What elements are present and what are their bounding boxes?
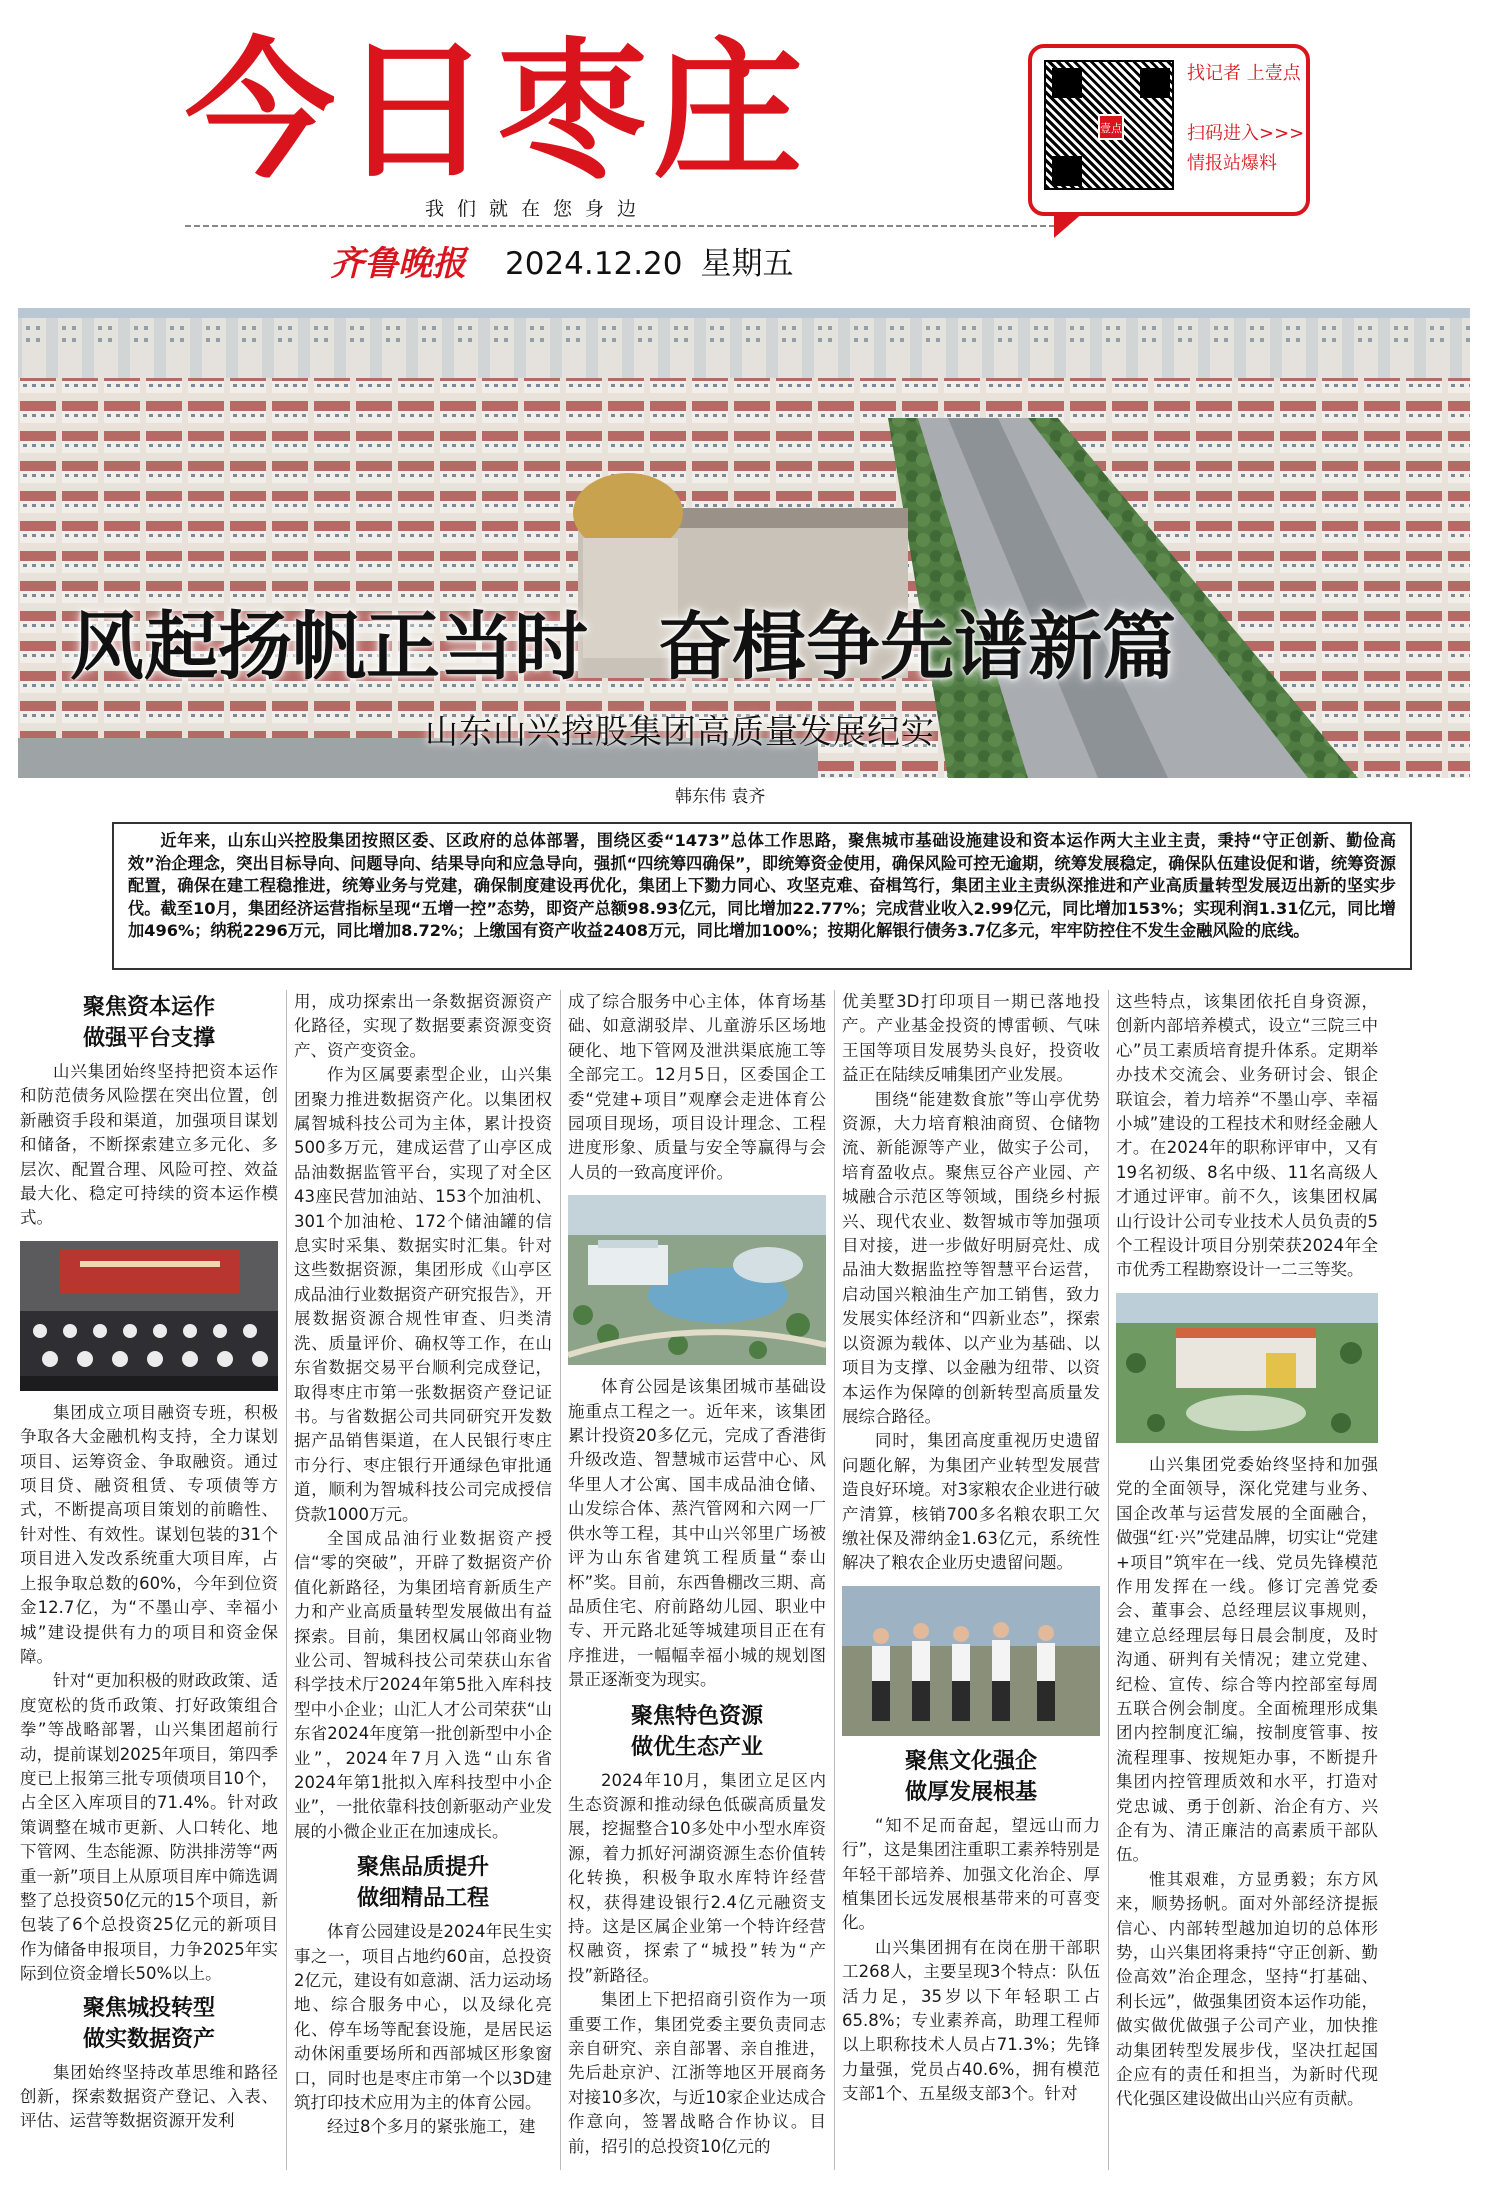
column-divider [286, 990, 287, 2170]
paper-name-logo: 齐鲁晚报 [330, 244, 466, 284]
column-1 [20, 990, 278, 2180]
paragraph: 集团成立项目融资专班，积极争取各大金融机构支持，全力谋划项目、运筹资金、争取融资。通过项目贷、融资租赁、专项债等方式，不断提高项目策划的前瞻性、针对性、有效性。谋划包装的31个项目进入发改系统重大项目库，占上报争取总数的60%，今年到位资金12.7亿，为“不墨山亭、幸福小城”建设提供有力的项目和资金保障。 [20, 1402, 278, 1666]
lead-text: 近年来，山东山兴控股集团按照区委、区政府的总体部署，围绕区委“1473”总体工作思路，聚焦城市基础设施建设和资本运作两大主业主责，秉持“守正创新、勤俭高效”治企理念，突出目标导向、问题导向、结果导向和应急导向，强抓“四统筹四确保”，即统筹资金使用，确保风险可控无逾期，统筹发展稳定，确保队伍建设促和谐，统筹资源配置，确保在建工程稳推进，统筹业务与党建，确保制度建设再优化，集团上下勠力同心、攻坚克难、奋楫笃行，集团主业主责纵深推进和产业高质量转型发展迈出新的坚实步伐。截至10月，集团经济运营指标呈现“五增一控”态势，即资产总额98.93亿元，同比增加22.77%；完成营业收入2.99亿元，同比增加153%；实现利润1.31亿元，同比增加496%；纳税2296万元，同比增加8.72%；上缴国有资产收益2408万元，同比增加100%；按期化解银行债务3.7亿多元，牢牢防控住不发生金融风险的底线。 [128, 831, 1396, 941]
paragraph: 体育公园是该集团城市基础设施重点工程之一。近年来，该集团累计投资20多亿元，完成了香港街升级改造、智慧城市运营中心、风华里人才公寓、国丰成品油仓储、山发综合体、蒸汽管网和六网一厂供水等工程，其中山兴邻里广场被评为山东省建筑工程质量“泰山杯”奖。目前，东西鲁棚改三期、高品质住宅、府前路幼儿园、职业中专、开元路北延等城建项目正在有序推进，一幅幅幸福小城的规划图景正逐渐变为现实。 [568, 1377, 826, 1690]
column-3 [568, 990, 826, 2180]
byline: 韩东伟 袁齐 [675, 787, 766, 807]
issue-weekday: 星期五 [700, 246, 794, 282]
qr-code-icon[interactable] [1044, 60, 1174, 190]
reporter-line-3: 情报站爆料 [1187, 153, 1277, 174]
section-title-capital: 聚焦资本运作 做强平台支撑 [82, 995, 215, 1051]
paragraph: 优美墅3D打印项目一期已落地投产。产业基金投资的博雷顿、气味王国等项目发展势头良好，投资收益正在陆续反哺集团产业发展。 [842, 992, 1100, 1085]
paragraph: 同时，集团高度重视历史遗留问题化解，为集团产业转型发展营造良好环境。对3家粮农企业进行破产清算，核销700多名粮农职工欠缴社保及滞纳金1.63亿元，系统性解决了粮农企业历史遗留问题。 [842, 1431, 1100, 1573]
paragraph: 山兴集团拥有在岗在册干部职工268人，主要呈现3个特点：队伍活力足，35岁以下年轻职工占65.8%；专业素养高，助理工程师以上职称技术人员占71.3%；先锋力量强，党员占40.6%，拥有模范支部1个、五星级支部3个。针对 [842, 1937, 1100, 2104]
paragraph: 作为区属要素型企业，山兴集团聚力推进数据资产化。以集团权属智城科技公司为主体，累计投资500多万元，建成运营了山亭区成品油数据监管平台，实现了对全区43座民营加油站、153个加油机、301个加油枪、172个储油罐的信息实时采集、数据实时汇集。针对这些数据资源，集团形成《山亭区成品油行业数据资产研究报告》，开展数据资源合规性审查、归类清洗、质量评价、确权等工作，在山东省数据交易平台顺利完成登记，取得枣庄市第一张数据资产登记证书。与省数据公司共同研究开发数据产品销售渠道，在人民银行枣庄市分行、枣庄银行开通绿色审批通道，顺利为智城科技公司完成授信贷款1000万元。 [294, 1065, 552, 1524]
meeting-photo [20, 1241, 278, 1391]
column-4 [842, 990, 1100, 2180]
lead-box [112, 822, 1412, 970]
headline-left: 风起扬帆正当时 [70, 604, 588, 690]
paragraph: 这些特点，该集团依托自身资源，创新内部培养模式，设立“三院三中心”员工素质培育提升体系。定期举办技术交流会、业务研讨会、银企联谊会，着力培养“不墨山亭、幸福小城”建设的工程技术和财经金融人才。在2024年的职称评审中，又有19名初级、8名中级、11名高级人才通过评审。前不久，该集团权属山行设计公司专业技术人员负责的5个工程设计项目分别荣获2024年全市优秀工程勘察设计一二三等奖。 [1116, 992, 1378, 1280]
issue-date [505, 244, 865, 284]
paragraph: 惟其艰难，方显勇毅；东方风来，顺势扬帆。面对外部经济提振信心、内部转型越加迫切的总体形势，山兴集团将秉持“守正创新、勤俭高效”治企理念，坚持“打基础、利长远”，做强集团资本运作功能，做实做优做强子公司产业，加快推动集团转型发展步伐，坚决扛起国企应有的责任和担当，为新时代现代化强区建设做出山兴应有贡献。 [1116, 1869, 1378, 2109]
column-divider [560, 990, 561, 2170]
section-title-ecology: 聚焦特色资源 做优生态产业 [630, 1703, 763, 1760]
masthead-title: 今日枣庄 [185, 25, 810, 199]
paragraph: 全国成品油行业数据资产授信“零的突破”，开辟了数据资产价值化新路径，为集团培育新质生产力和产业高质量转型发展做出有益探索。目前，集团权属山邻商业物业公司、智城科技公司荣获山东省科学技术厅2024年第5批入库科技型中小企业；山汇人才公司荣获“山东省2024年度第一批创新型中小企业”，2024年7月入选“山东省2024年第1批拟入库科技型中小企业”，一批依靠科技创新驱动产业发展的小微企业正在加速成长。 [294, 1528, 552, 1841]
section-title-quality: 聚焦品质提升 做细精品工程 [356, 1855, 489, 1912]
site-inspection-photo [842, 1586, 1100, 1736]
column-divider [1108, 990, 1109, 2170]
section-title-transformation: 聚焦城投转型 做实数据资产 [82, 1995, 215, 2052]
paragraph: 经过8个多月的紧张施工，建 [327, 2117, 536, 2137]
qr-logo: 壹点 [1098, 114, 1124, 140]
masthead-slogan: 我们就在您身边 [425, 198, 650, 220]
reporter-line-1: 找记者 上壹点 [1187, 63, 1301, 84]
reporter-contact-box [1028, 44, 1310, 216]
campus-rendering-photo [1116, 1293, 1378, 1443]
paragraph: 用，成功探索出一条数据资源资产化路径，实现了数据要素资源变资产、资产变资金。 [294, 992, 552, 1060]
column-divider [834, 990, 835, 2170]
hero-headline [70, 590, 1400, 705]
park-rendering-photo [568, 1195, 826, 1365]
paragraph: 山兴集团党委始终坚持和加强党的全面领导，深化党建与业务、国企改革与运营发展的全面融合，做强“红·兴”党建品牌，切实让“党建+项目”筑牢在一线、党员先锋模范作用发挥在一线。修订完善党委会、董事会、总经理层议事规则，建立总经理层每日晨会制度，及时沟通、研判有关情况；建立党建、纪检、宣传、综合等内控部室每周五联合例会制度。全面梳理形成集团内控制度汇编，按制度管事、按流程理事、按规矩办事，不断提升集团内控管理质效和水平，打造对党忠诚、勇于创新、治企有方、兴企有为、清正廉洁的高素质干部队伍。 [1116, 1454, 1378, 1865]
paragraph: 集团上下把招商引资作为一项重要工作，集团党委主要负责同志亲自研究、亲自部署、亲自推进，先后赴京沪、江浙等地区开展商务对接10多次，与近10家企业达成合作意向，签署战略合作协议。目前，招引的总投资10亿元的 [568, 1990, 826, 2156]
paragraph: 2024年10月，集团立足区内生态资源和推动绿色低碳高质量发展，挖掘整合10多处中小型水库资源，着力抓好河湖资源生态价值转化转换，积极争取水库特许经营权，获得建设银行2.4亿元融资支持。这是区属企业第一个特许经营权融资，探索了“城投”转为“产投”新路径。 [568, 1770, 826, 1985]
headline-right: 奋楫争先谱新篇 [658, 604, 1176, 690]
paragraph: 体育公园建设是2024年民生实事之一，项目占地约60亩，总投资2亿元，建设有如意湖、活力运动场地、综合服务中心，以及绿化亮化、停车场等配套设施，是居民运动休闲重要场所和西部城区形象窗口，同时也是枣庄市第一个以3D建筑打印技术应用为主的体育公园。 [294, 1922, 552, 2113]
column-5 [1116, 990, 1378, 2180]
hero-subheadline: 山东山兴控股集团高质量发展纪实 [425, 712, 935, 751]
paragraph: 成了综合服务中心主体，体育场基础、如意湖驳岸、儿童游乐区场地硬化、地下管网及泄洪渠底施工等全部完工。12月5日，区委国企工委“党建+项目”观摩会走进体育公园项目现场，项目设计理念、工程进度形象、质量与安全等赢得与会人员的一致高度评价。 [568, 992, 826, 1182]
paragraph: 集团始终坚持改革思维和路径创新，探索数据资产登记、入表、评估、运营等数据资源开发利 [20, 2062, 278, 2131]
paragraph: “知不足而奋起，望远山而力行”，这是集团注重职工素养特别是年轻干部培养、加强文化治企、厚植集团长远发展根基带来的可喜变化。 [842, 1815, 1100, 1933]
paragraph: 针对“更加积极的财政政策、适度宽松的货币政策、打好政策组合拳”等战略部署，山兴集团超前行动，提前谋划2025年项目，第四季度已上报第三批专项债项目10个，占全区入库项目的71.4%。针对政策调整在城市更新、人口转化、地下管网、生态能源、防洪排涝等“两重一新”项目上从原项目库中筛选调整了总投资50亿元的15个项目，新包装了6个总投资25亿元的新项目作为储备申报项目，力争2025年实际到位资金增长50%以上。 [20, 1671, 278, 1984]
masthead-divider [185, 225, 1055, 227]
column-2 [294, 990, 552, 2180]
paragraph: 山兴集团始终坚持把资本运作和防范债务风险摆在突出位置，创新融资手段和渠道，加强项目谋划和储备，不断探索建立多元化、多层次、配置合理、风险可控、效益最大化、稳定可持续的资本运作模式。 [20, 1062, 278, 1228]
reporter-line-2: 扫码进入>>> [1187, 123, 1305, 144]
section-title-culture: 聚焦文化强企 做厚发展根基 [904, 1748, 1037, 1805]
issue-date-value: 2024.12.20 [505, 246, 683, 282]
paragraph: 围绕“能建数食旅”等山亭优势资源，大力培育粮油商贸、仓储物流、新能源等产业，做实子公司，培育盈收点。聚焦豆谷产业园、产城融合示范区等领域，围绕乡村振兴、现代农业、数智城市等加强项目对接，进一步做好明厨亮灶、成品油大数据监控等智慧平台运营，启动国兴粮油生产加工销售，致力发展实体经济和“四新业态”，探索以资源为载体、以产业为基础、以项目为支撑、以金融为纽带、以资本运作为保障的创新转型高质量发展综合路径。 [842, 1089, 1100, 1426]
